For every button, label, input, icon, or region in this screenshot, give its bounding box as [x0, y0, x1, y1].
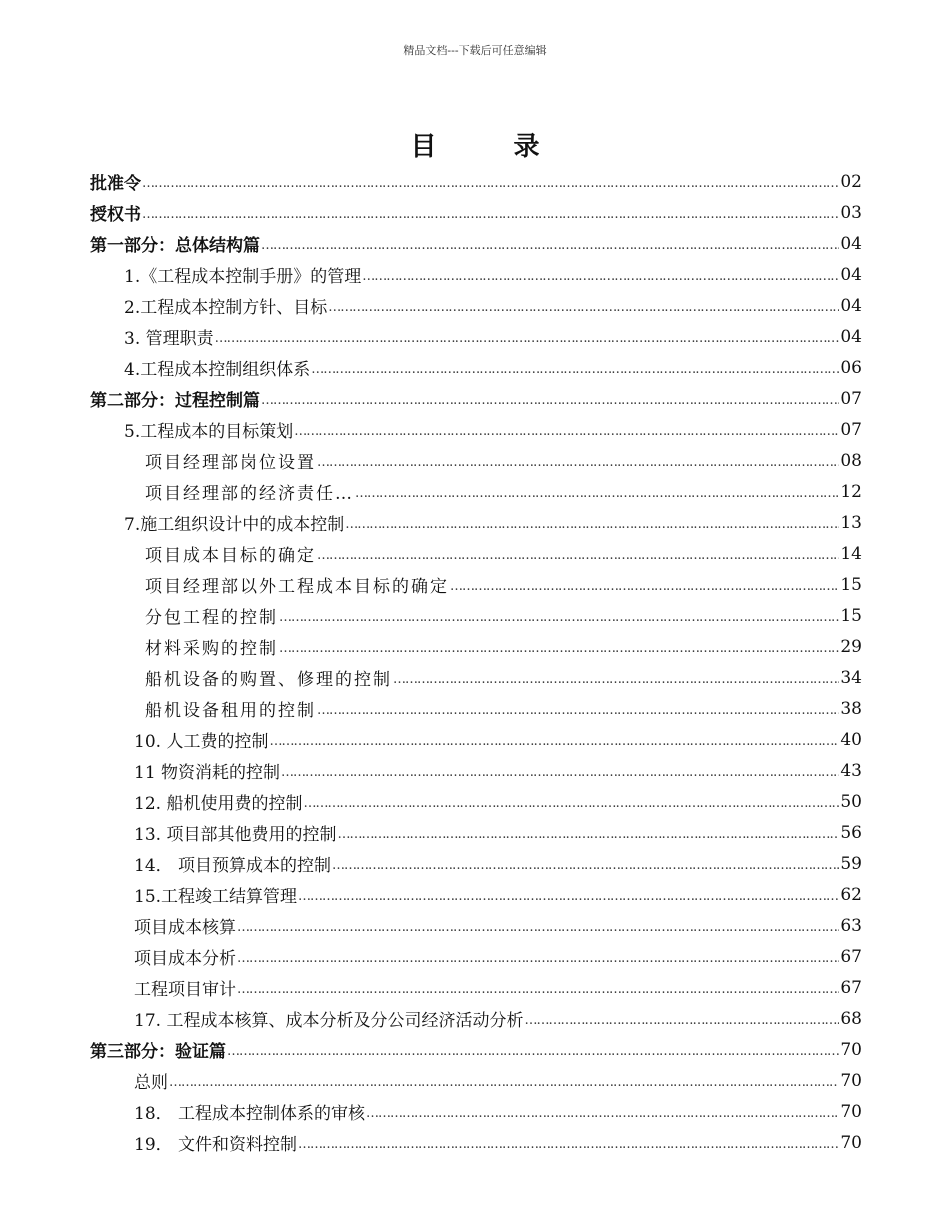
toc-dot-leader [169, 1075, 839, 1090]
toc-dot-leader [298, 1137, 839, 1152]
toc-entry-label: 项目经理部的经济责任… [145, 484, 354, 504]
toc-entry [124, 507, 862, 538]
toc-entry-label: 5.工程成本的目标策划 [124, 422, 294, 442]
toc-dot-leader [215, 331, 840, 346]
toc-entry [134, 1096, 862, 1127]
toc-entry-label: 项目成本核算 [134, 918, 236, 938]
toc-dot-leader [450, 579, 839, 594]
toc-entry [134, 972, 862, 1003]
toc-entry-label: 批准令 [90, 174, 141, 194]
toc-entry [90, 197, 862, 228]
toc-entry-page: 04 [840, 326, 862, 347]
toc-entry-label: 船机设备的购置、修理的控制 [145, 670, 392, 690]
toc-entry-page: 43 [840, 760, 862, 781]
toc-entry-label: 4.工程成本控制组织体系 [124, 360, 311, 380]
toc-entry [134, 817, 862, 848]
toc-entry-label: 1.《工程成本控制手册》的管理 [124, 267, 362, 287]
toc-entry [90, 228, 862, 259]
toc-dot-leader [142, 176, 839, 191]
toc-entry-label: 总则 [134, 1073, 168, 1093]
toc-dot-leader [303, 796, 839, 811]
toc-entry [145, 445, 862, 476]
toc-dot-leader [269, 734, 839, 749]
toc-entry-label: 2.工程成本控制方针、目标 [124, 298, 328, 318]
toc-entry [134, 941, 862, 972]
toc-entry-page: 68 [840, 1008, 862, 1029]
toc-entry-label: 17. 工程成本核算、成本分析及分公司经济活动分析 [134, 1011, 524, 1031]
toc-entry-page: 14 [840, 543, 862, 564]
toc-dot-leader [317, 548, 839, 563]
toc-dot-leader [237, 920, 839, 935]
toc-entry-page: 03 [840, 202, 862, 223]
toc-entry-page: 70 [840, 1101, 862, 1122]
toc-entry-label: 15.工程竣工结算管理 [134, 887, 298, 907]
toc-entry [134, 879, 862, 910]
toc-entry-page: 70 [840, 1070, 862, 1091]
toc-entry-label: 19． 文件和资料控制 [134, 1135, 298, 1155]
toc-dot-leader [332, 858, 839, 873]
toc-entry-page: 04 [840, 264, 862, 285]
toc-entry-page: 29 [840, 636, 862, 657]
toc-dot-leader [355, 486, 839, 501]
toc-dot-leader [237, 951, 839, 966]
toc-entry [145, 476, 862, 507]
toc-entry-page: 08 [840, 450, 862, 471]
toc-entry-page: 02 [840, 171, 862, 192]
toc-entry-page: 62 [840, 884, 862, 905]
toc-entry-label: 14． 项目预算成本的控制 [134, 856, 332, 876]
toc-entry [90, 1034, 862, 1065]
toc-entry-label: 第三部分：验证篇 [90, 1042, 226, 1062]
toc-entry-label: 18． 工程成本控制体系的审核 [134, 1104, 366, 1124]
toc-entry [145, 693, 862, 724]
toc-dot-leader [317, 703, 839, 718]
toc-dot-leader [261, 393, 839, 408]
toc-dot-leader [279, 641, 839, 656]
toc-entry [134, 1003, 862, 1034]
toc-entry [124, 352, 862, 383]
toc-dot-leader [142, 207, 839, 222]
toc-dot-leader [261, 238, 839, 253]
toc-entry-label: 第二部分：过程控制篇 [90, 391, 260, 411]
toc-entry-page: 12 [840, 481, 862, 502]
toc-entry-label: 材料采购的控制 [145, 639, 278, 659]
toc-entry-label: 授权书 [90, 205, 141, 225]
toc-entry-page: 34 [840, 667, 862, 688]
toc-dot-leader [345, 517, 839, 532]
toc-dot-leader [279, 610, 839, 625]
toc-dot-leader [362, 269, 839, 284]
toc-dot-leader [227, 1044, 839, 1059]
toc-entry-page: 59 [840, 853, 862, 874]
toc-entry [124, 321, 862, 352]
toc-entry [134, 724, 862, 755]
toc-entry [90, 166, 862, 197]
toc-entry [124, 290, 862, 321]
toc-entry [134, 1065, 862, 1096]
toc-entry-label: 项目成本目标的确定 [145, 546, 316, 566]
toc-entry-page: 07 [840, 388, 862, 409]
toc-entry-label: 10. 人工费的控制 [134, 732, 269, 752]
toc-entry [134, 755, 862, 786]
toc-entry-page: 07 [840, 419, 862, 440]
toc-entry [145, 662, 862, 693]
toc-entry-label: 7.施工组织设计中的成本控制 [124, 515, 345, 535]
toc-entry-page: 38 [840, 698, 862, 719]
toc-entry [145, 569, 862, 600]
toc-dot-leader [337, 827, 839, 842]
toc-entry-page: 40 [840, 729, 862, 750]
toc-entry-page: 13 [840, 512, 862, 533]
toc-entry [124, 414, 862, 445]
toc-entry-label: 11 物资消耗的控制 [134, 763, 281, 783]
toc-entry-page: 63 [840, 915, 862, 936]
toc-entry-page: 70 [840, 1132, 862, 1153]
toc-entry-page: 50 [840, 791, 862, 812]
toc-dot-leader [524, 1013, 839, 1028]
toc-entry [145, 631, 862, 662]
toc-entry-label: 项目成本分析 [134, 949, 236, 969]
toc-dot-leader [281, 765, 839, 780]
toc-dot-leader [328, 300, 839, 315]
toc-dot-leader [298, 889, 839, 904]
toc-entry [90, 383, 862, 414]
toc-entry-label: 工程项目审计 [134, 980, 236, 1000]
toc-entry-label: 13. 项目部其他费用的控制 [134, 825, 337, 845]
toc-entry-page: 56 [840, 822, 862, 843]
toc-entry-page: 04 [840, 295, 862, 316]
toc-entry-page: 67 [840, 946, 862, 967]
toc-entry [134, 786, 862, 817]
page-title: 目 录 [410, 132, 574, 162]
toc-entry-page: 67 [840, 977, 862, 998]
toc-entry [145, 600, 862, 631]
toc-dot-leader [294, 424, 839, 439]
page-header: 精品文档---下载后可任意编辑 [403, 44, 547, 57]
toc-entry-label: 3. 管理职责 [124, 329, 214, 349]
toc-entry-label: 第一部分：总体结构篇 [90, 236, 260, 256]
toc-entry [134, 848, 862, 879]
toc-entry-label: 项目经理部以外工程成本目标的确定 [145, 577, 449, 597]
toc-dot-leader [317, 455, 839, 470]
toc-dot-leader [366, 1106, 839, 1121]
toc-entry-page: 15 [840, 605, 862, 626]
toc-entry-label: 分包工程的控制 [145, 608, 278, 628]
toc-dot-leader [311, 362, 839, 377]
toc-entry-label: 12. 船机使用费的控制 [134, 794, 303, 814]
toc-entry [124, 259, 862, 290]
toc-entry [134, 1127, 862, 1158]
toc-entry [145, 538, 862, 569]
toc-entry-label: 项目经理部岗位设置 [145, 453, 316, 473]
toc-entry-label: 船机设备租用的控制 [145, 701, 316, 721]
toc-entry-page: 70 [840, 1039, 862, 1060]
toc-entry-page: 04 [840, 233, 862, 254]
toc-dot-leader [237, 982, 839, 997]
toc-entry-page: 06 [840, 357, 862, 378]
toc-dot-leader [393, 672, 839, 687]
toc-entry-page: 15 [840, 574, 862, 595]
toc-entry [134, 910, 862, 941]
